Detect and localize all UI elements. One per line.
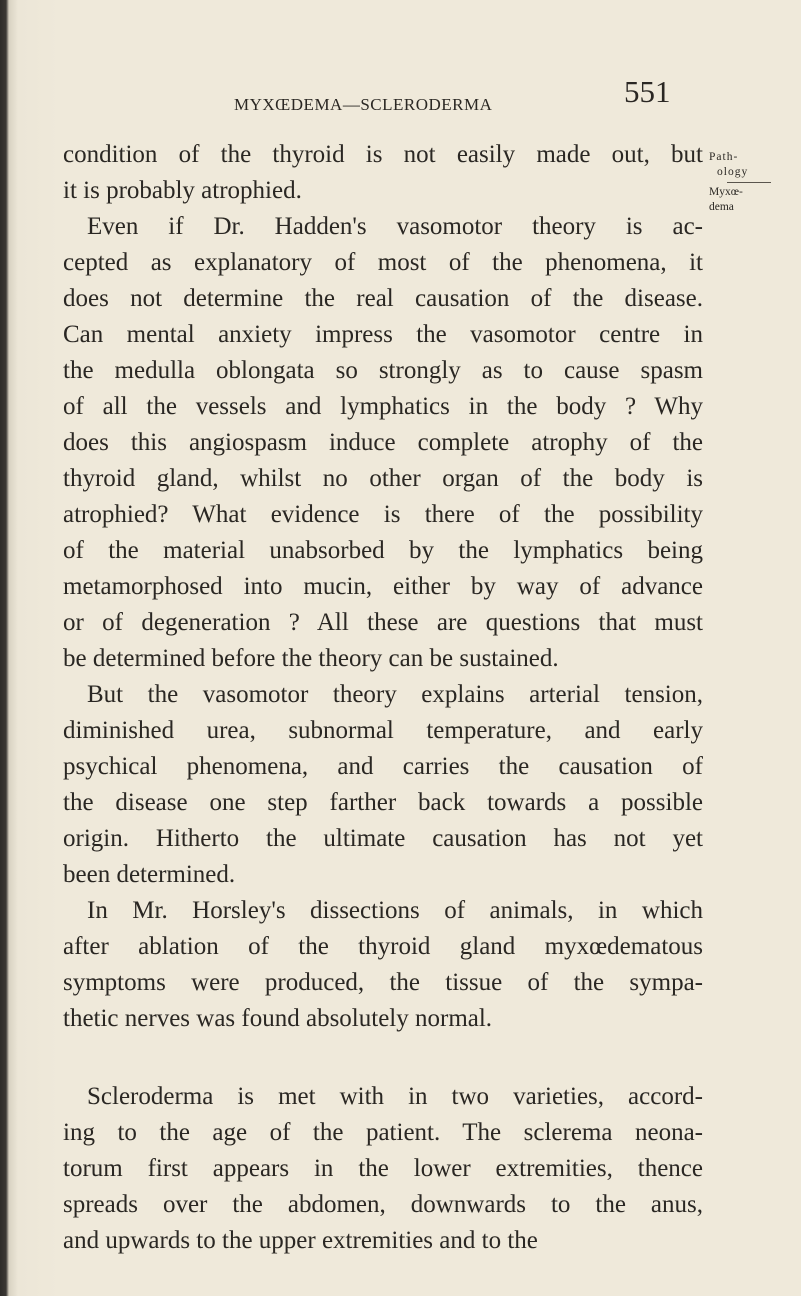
text-line: after ablation of the thyroid gland myxœdematous [63,933,703,960]
text-line: atrophied? What evidence is there of the possibility [63,501,703,528]
margin-note-line: ology [717,166,749,178]
running-title: MYXŒDEMA—SCLERODERMA [234,95,493,114]
text-line: be determined before the theory can be sustained. [63,645,559,672]
text-line: it is probably atrophied. [63,177,302,204]
text-line: metamorphosed into mucin, either by way of advance [63,573,703,600]
text-line: thyroid gland, whilst no other organ of the body is [63,465,703,492]
margin-note-line: Myxœ- [709,186,743,198]
text-line: Can mental anxiety impress the vasomotor centre in [63,321,703,348]
text-line: of all the vessels and lymphatics in the body ? Why [63,393,703,420]
text-line: of the material unabsorbed by the lymphatics being [63,537,703,564]
text-line: diminished urea, subnormal temperature, and early [63,717,703,744]
text-line: does this angiospasm induce complete atrophy of the [63,429,703,456]
text-line: ing to the age of the patient. The sclerema neona- [63,1119,703,1146]
page-number: 551 [624,74,671,109]
margin-note [709,150,789,215]
text-line: torum first appears in the lower extremities, thence [63,1155,703,1182]
text-line: condition of the thyroid is not easily made out, but [63,141,703,168]
text-line: origin. Hitherto the ultimate causation has not yet [63,825,703,852]
text-line: psychical phenomena, and carries the causation of [63,753,703,780]
text-line: symptoms were produced, the tissue of the sympa- [63,969,703,996]
paragraph-gap [63,1037,703,1079]
paragraph [63,209,703,677]
text-line: and upwards to the upper extremities and to the [63,1227,538,1254]
paragraph [63,893,703,1037]
text-line: the medulla oblongata so strongly as to cause spasm [63,357,703,384]
text-line: or of degeneration ? All these are questions that must [63,609,703,636]
paragraph [63,1079,703,1259]
body-text [63,137,703,1259]
paragraph [63,677,703,893]
margin-note-line: Path- [709,151,739,163]
text-line: cepted as explanatory of most of the phenomena, it [63,249,703,276]
paragraph [63,137,703,209]
text-line: spreads over the abdomen, downwards to the anus, [63,1191,703,1218]
margin-note-rule [727,182,771,183]
margin-note-line: dema [709,201,734,213]
text-line: does not determine the real causation of the disease. [63,285,703,312]
text-line: the disease one step farther back towards a possible [63,789,703,816]
text-line: Even if Dr. Hadden's vasomotor theory is ac- [87,213,703,240]
text-line: In Mr. Horsley's dissections of animals, in which [87,897,703,924]
text-line: Scleroderma is met with in two varieties, accord- [87,1083,703,1110]
text-line: thetic nerves was found absolutely normal. [63,1005,493,1032]
text-line: been determined. [63,861,236,888]
text-line: But the vasomotor theory explains arterial tension, [87,681,703,708]
